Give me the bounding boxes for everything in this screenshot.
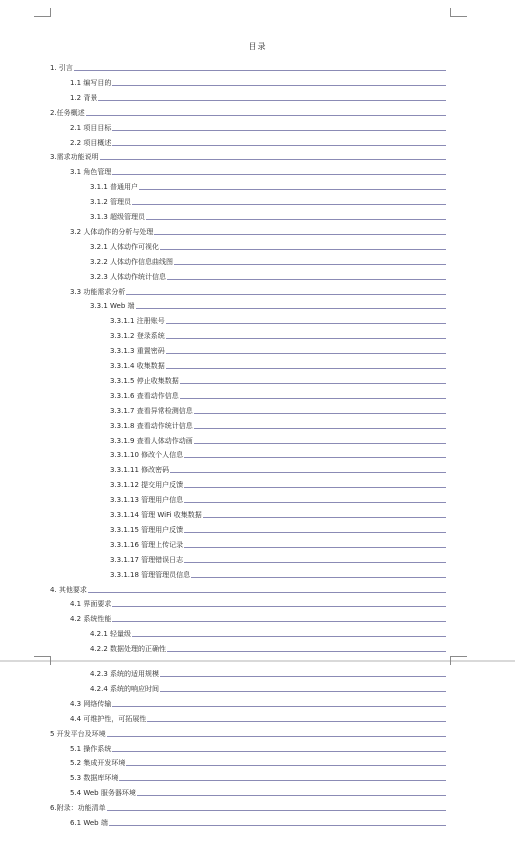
toc-entry[interactable] [50, 61, 446, 73]
toc-leader-line [184, 502, 446, 503]
toc-entry-label: 3.3.1.14 管理 WiFi 收集数据 [110, 511, 202, 519]
toc-leader-line [194, 413, 446, 414]
toc-entry-label: 5 开发平台及环境 [50, 729, 106, 738]
toc-entry-label: 6.1 Web 端 [70, 819, 108, 827]
toc-leader-line [112, 174, 446, 175]
toc-entry[interactable] [110, 508, 446, 520]
toc-entry-label: 3.3.1.18 管理管理员信息 [110, 570, 191, 579]
toc-entry[interactable] [110, 523, 446, 535]
toc-entry[interactable] [90, 240, 446, 252]
toc-leader-line [184, 562, 446, 563]
toc-leader-line [160, 249, 446, 250]
toc-entry[interactable] [70, 756, 446, 768]
toc-leader-line [167, 279, 446, 280]
toc-entry-label: 3.2.3 人体动作统计信息 [90, 272, 167, 281]
toc-entry[interactable] [110, 359, 446, 371]
toc-entry[interactable] [90, 270, 446, 282]
toc-entry[interactable] [50, 583, 446, 595]
toc-entry[interactable] [70, 285, 446, 297]
toc-entry-label: 3.2 人体动作的分析与处理 [70, 227, 154, 236]
toc-entry[interactable] [110, 314, 446, 326]
toc-entry-label: 5.1 操作系统 [70, 744, 112, 753]
toc-leader-line [100, 159, 446, 160]
toc-entry[interactable] [70, 225, 446, 237]
toc-entry-label: 3.3.1.8 查看动作统计信息 [110, 421, 193, 430]
toc-leader-line [132, 204, 446, 205]
toc-entry[interactable] [110, 374, 446, 386]
toc-entry[interactable] [90, 210, 446, 222]
toc-leader-line [132, 636, 446, 637]
toc-entry-label: 3.3.1.1 注册账号 [110, 317, 165, 326]
toc-entry-label: 2.2 项目概述 [70, 138, 112, 147]
toc-entry[interactable] [90, 180, 446, 192]
toc-entry[interactable] [50, 106, 446, 118]
toc-entry-label: 3.3.1.4 收集数据 [110, 362, 165, 370]
toc-entry-label: 3.3.1.15 管理用户反馈 [110, 525, 184, 534]
toc-leader-line [180, 398, 446, 399]
toc-leader-line [107, 736, 446, 737]
toc-entry-label: 4.1 界面要求 [70, 600, 112, 609]
toc-entry[interactable] [90, 682, 446, 694]
toc-entry[interactable] [90, 255, 446, 267]
toc-leader-line [166, 353, 446, 354]
toc-leader-line [194, 443, 446, 444]
toc-entry-label: 3.3.1.9 查看人体动作动画 [110, 436, 193, 445]
toc-entry[interactable] [90, 195, 446, 207]
toc-leader-line [191, 577, 446, 578]
toc-leader-line [184, 457, 446, 458]
toc-leader-line [126, 294, 446, 295]
toc-entry[interactable] [70, 786, 446, 798]
toc-leader-line [88, 592, 446, 593]
toc-leader-line [160, 676, 446, 677]
toc-leader-line [174, 264, 446, 265]
toc-entry-label: 2.1 项目目标 [70, 123, 112, 132]
toc-leader-line [112, 145, 446, 146]
toc-entry-label: 3.3.1.7 查看异常检测信息 [110, 406, 193, 415]
toc-entry[interactable] [90, 642, 446, 654]
toc-entry[interactable] [110, 448, 446, 460]
toc-entry[interactable] [50, 727, 446, 739]
toc-entry[interactable] [70, 121, 446, 133]
toc-entry[interactable] [110, 568, 446, 580]
toc-entry-label: 4.4 可维护性，可拓展性 [70, 714, 147, 723]
toc-entry[interactable] [110, 493, 446, 505]
toc-leader-line [170, 472, 446, 473]
toc-entry-label: 4. 其他要求 [50, 585, 87, 594]
toc-entry[interactable] [70, 697, 446, 709]
toc-entry[interactable] [50, 150, 446, 162]
toc-entry-label: 6.附录：功能清单 [50, 804, 106, 813]
toc-entry-label: 3.1.2 管理员 [90, 198, 132, 207]
toc-entry-label: 3.需求功能说明 [50, 153, 99, 162]
toc-leader-line [109, 825, 446, 826]
toc-entry-label: 3.3 功能需求分析 [70, 287, 126, 296]
toc-entry-label: 1.1 编写目的 [70, 78, 112, 87]
toc-leader-line [139, 189, 446, 190]
toc-entry-label: 1.2 背景 [70, 93, 98, 102]
toc-entry-label: 3.2.1 人体动作可视化 [90, 242, 160, 251]
toc-entry-label: 3.3.1.16 管理上传记录 [110, 540, 184, 549]
toc-entry-label: 3.1.3 超级管理员 [90, 213, 146, 221]
toc-entry-label: 3.1 角色管理 [70, 168, 112, 177]
toc-leader-line [107, 810, 446, 811]
toc-leader-line [180, 383, 446, 384]
toc-entry[interactable] [70, 771, 446, 783]
toc-entry[interactable] [110, 478, 446, 490]
toc-entry[interactable] [110, 404, 446, 416]
toc-entry-label: 2.任务概述 [50, 108, 85, 117]
toc-entry[interactable] [50, 801, 446, 813]
toc-leader-line [166, 338, 446, 339]
toc-entry-label: 3.3.1.17 管理错误日志 [110, 555, 184, 564]
toc-entry-label: 4.2.4 系统的响应时间 [90, 684, 160, 693]
toc-entry-label: 4.2.1 轻量级 [90, 630, 132, 639]
toc-entry-label: 3.3.1.2 登录系统 [110, 332, 165, 341]
toc-leader-line [194, 428, 446, 429]
toc-entry[interactable] [110, 389, 446, 401]
toc-entry-label: 3.1.1 普通用户 [90, 183, 139, 192]
toc-entry-label: 3.3.1.10 修改个人信息 [110, 451, 184, 460]
toc-entry[interactable] [70, 76, 446, 88]
toc-entry-label: 3.3.1.13 管理用户信息 [110, 496, 184, 505]
toc-entry[interactable] [90, 299, 446, 311]
toc-entry-label: 5.2 集成开发环境 [70, 759, 126, 768]
toc-leader-line [166, 368, 446, 369]
toc-leader-line [137, 795, 446, 796]
toc-entry-label: 4.2.2 数据处理的正确性 [90, 645, 167, 654]
toc-leader-line [86, 115, 446, 116]
toc-leader-line [126, 765, 446, 766]
toc-leader-line [146, 219, 446, 220]
toc-leader-line [112, 621, 446, 622]
toc-entry-label: 3.2.2 人体动作信息曲线图 [90, 257, 174, 266]
toc-entry-label: 3.3.1.6 查看动作信息 [110, 391, 179, 400]
toc-leader-line [184, 487, 446, 488]
toc-leader-line [203, 517, 446, 518]
toc-entry[interactable] [90, 627, 446, 639]
toc-entry[interactable] [70, 816, 446, 828]
toc-leader-line [112, 85, 446, 86]
toc-entry[interactable] [90, 667, 446, 679]
toc-leader-line [184, 532, 446, 533]
toc-entry-label: 3.3.1 Web 端 [90, 302, 135, 311]
toc-leader-line [74, 70, 446, 71]
toc-entry-label: 5.3 数据库环境 [70, 774, 119, 783]
toc-entry[interactable] [110, 344, 446, 356]
toc-leader-line [184, 547, 446, 548]
toc-entry[interactable] [70, 742, 446, 754]
toc-entry[interactable] [70, 612, 446, 624]
toc-leader-line [166, 323, 446, 324]
toc-leader-line [112, 130, 446, 131]
toc-leader-line [160, 691, 446, 692]
toc-entry-label: 3.3.1.12 提交用户反馈 [110, 481, 184, 490]
toc-entry[interactable] [110, 434, 446, 446]
toc-leader-line [112, 706, 446, 707]
toc-leader-line [147, 721, 446, 722]
toc-entry[interactable] [110, 329, 446, 341]
toc-entry-label: 1. 引言 [50, 64, 73, 72]
toc-entry-label: 3.3.1.3 重置密码 [110, 347, 165, 356]
toc-entry[interactable] [110, 553, 446, 565]
toc-leader-line [119, 780, 446, 781]
toc-entry[interactable] [70, 712, 446, 724]
toc-leader-line [98, 100, 446, 101]
toc-title: 目录 [248, 42, 267, 51]
toc-leader-line [112, 606, 446, 607]
toc-entry[interactable] [70, 597, 446, 609]
toc-leader-line [136, 308, 446, 309]
toc-leader-line [167, 651, 446, 652]
toc-entry-label: 5.4 Web 服务器环境 [70, 789, 136, 798]
toc-entry-label: 4.2.3 系统的适用规模 [90, 670, 160, 678]
toc-entry[interactable] [70, 91, 446, 103]
toc-entry[interactable] [110, 419, 446, 431]
toc-entry-label: 3.3.1.5 停止收集数据 [110, 376, 179, 385]
toc-entry[interactable] [70, 136, 446, 148]
toc-entry-label: 4.2 系统性能 [70, 615, 112, 624]
toc-entry-label: 3.3.1.11 修改密码 [110, 466, 170, 475]
toc-entry[interactable] [70, 165, 446, 177]
toc-leader-line [154, 234, 446, 235]
toc-entry[interactable] [110, 538, 446, 550]
toc-leader-line [112, 751, 446, 752]
toc-entry-label: 4.3 网络传输 [70, 699, 112, 708]
toc-entry[interactable] [110, 463, 446, 475]
